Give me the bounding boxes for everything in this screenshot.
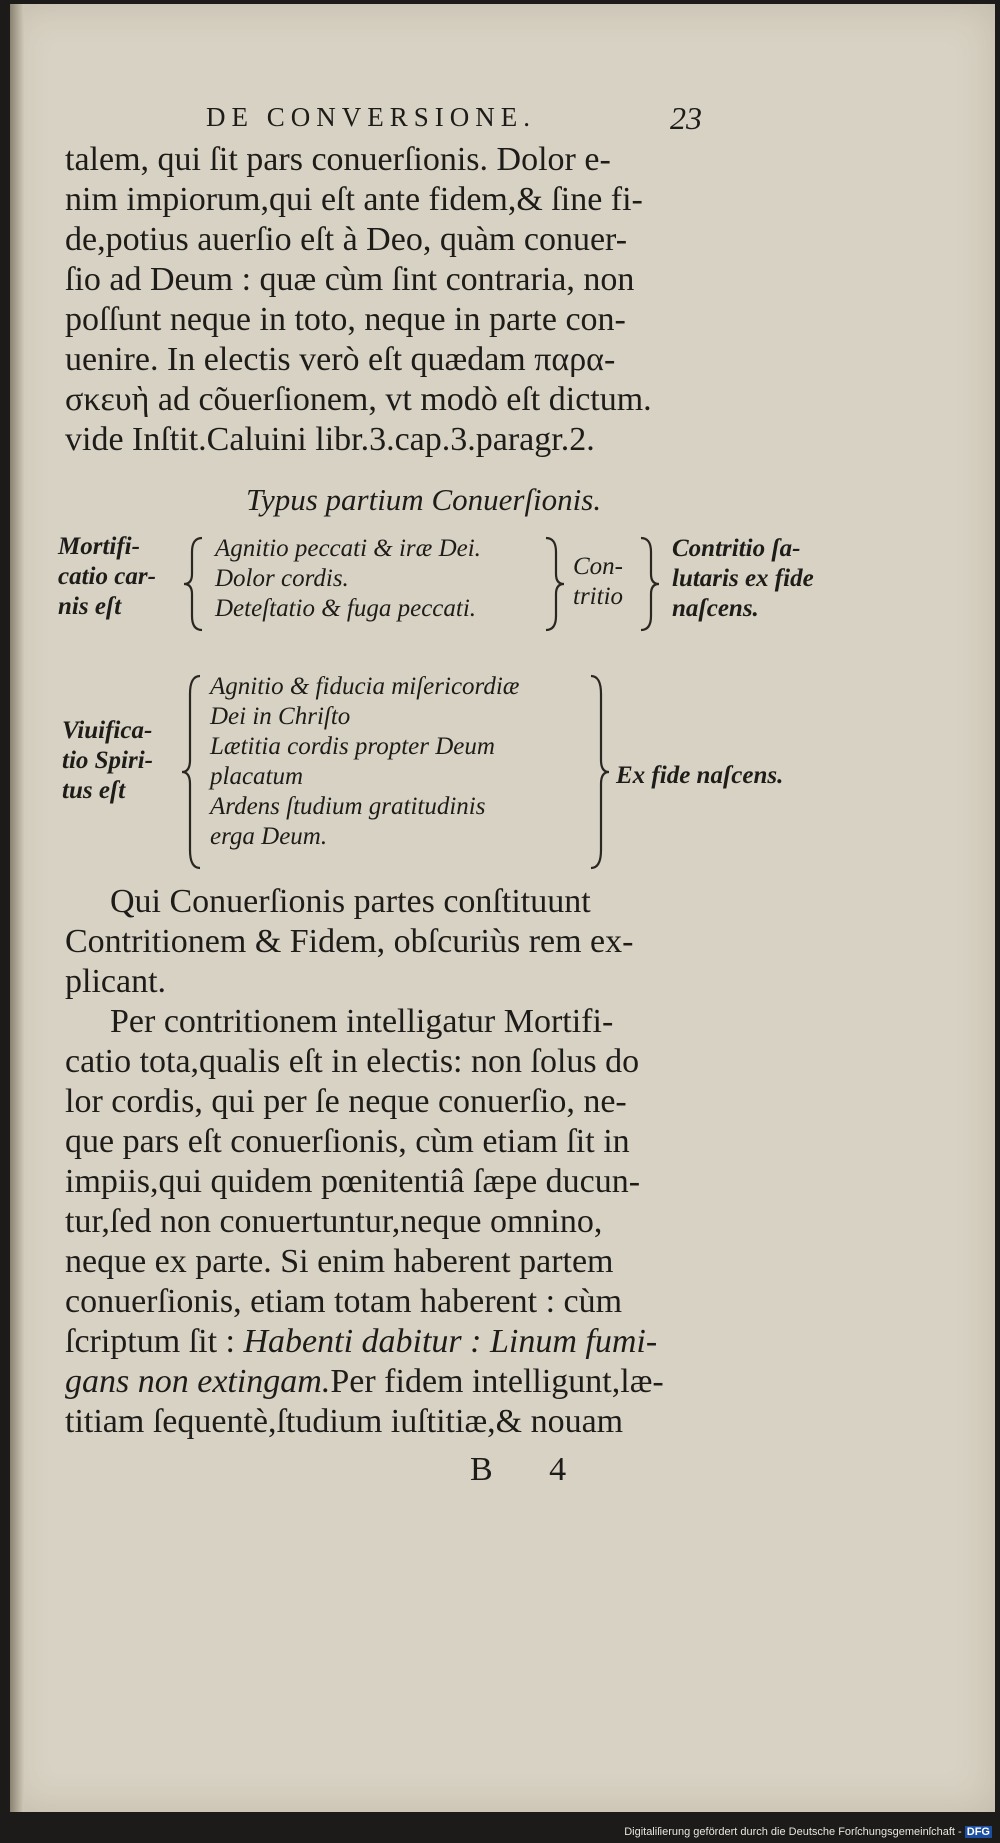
paragraph-1: talem, qui ſit pars conuerſionis. Dolor e- nim impiorum,qui eſt ante fidem,& ſine fi- de,potius auerſio eſt à Deo, quàm conuer- ſio ad Deum : quæ cùm ſint contraria, non poſſunt neque in toto, neque in parte con- uenire. In electis verò eſt quædam παρα- σκευὴ ad cõuerſionem, vt modò eſt dictum. vide Inſtit.Caluini libr.3.cap.3.paragr.2. [65, 141, 652, 458]
digitization-credit [624, 1826, 992, 1838]
contritio-label: Con- tritio [573, 553, 624, 610]
dfg-badge: DFG [966, 1826, 990, 1838]
contritio-result: Contritio ſa- lutaris ex fide naſcens. [672, 535, 814, 622]
brace-vivificatio [178, 672, 208, 872]
vivificatio-label: Viuifica- tio Spiri- tus eſt [62, 717, 153, 804]
page-gutter [10, 4, 24, 1812]
paragraph-3-text: Per contritionem intelligatur Mortifi- catio tota,qualis eſt in electis: non ſolus do lor cordis, qui per ſe neque conuerſio, ne- que pars eſt conuerſionis, cùm etiam ſit in impiis,qui quidem pœnitentiâ ſæpe ducun- tur,ſed non conuertuntur,neque omnino, neque ex parte. Si enim haberent partem conuerſionis, etiam totam haberent : cùm ſcriptum ſit : [65, 1003, 641, 1360]
vivificatio-items: Agnitio & fiducia miſericordiæ Dei in Chriſto Lætitia cordis propter Deum placatum Ardens ſtudium gratitudinis erga Deum. [210, 673, 520, 850]
book-page [10, 4, 995, 1812]
credit-text: Digitaliſierung gefördert durch die Deutsche Forſchungsgemeinſchaft - [624, 1826, 962, 1838]
paragraph-3 [65, 1002, 705, 1442]
brace-contritio [635, 534, 665, 634]
vivificatio-result: Ex fide naſcens. [616, 762, 784, 789]
running-title: DE CONVERSIONE. [206, 102, 536, 132]
paragraph-2: Qui Conuerſionis partes conſtituunt Contritionem & Fidem, obſcuriùs rem ex- plicant. [65, 883, 634, 1000]
paragraph-3-continuation: Per fidem intelligunt,læ- titiam ſequentè,ſtudium iuſtitiæ,& nouam [65, 1363, 664, 1440]
mortificatio-label: Mortifi- catio car- nis eſt [58, 533, 156, 620]
signature-mark: B 4 [470, 1451, 591, 1488]
brace-mortificatio [180, 534, 210, 634]
page-number: 23 [670, 100, 702, 136]
brace-mortificatio-close [540, 534, 570, 634]
scripture-quote: Habenti dabitur : Linum fumi- gans non extingam. [65, 1323, 658, 1400]
table-title: Typus partium Conuerſionis. [246, 482, 602, 517]
brace-vivificatio-close [585, 672, 615, 872]
mortificatio-items: Agnitio peccati & iræ Dei. Dolor cordis. Deteſtatio & fuga peccati. [215, 535, 481, 622]
